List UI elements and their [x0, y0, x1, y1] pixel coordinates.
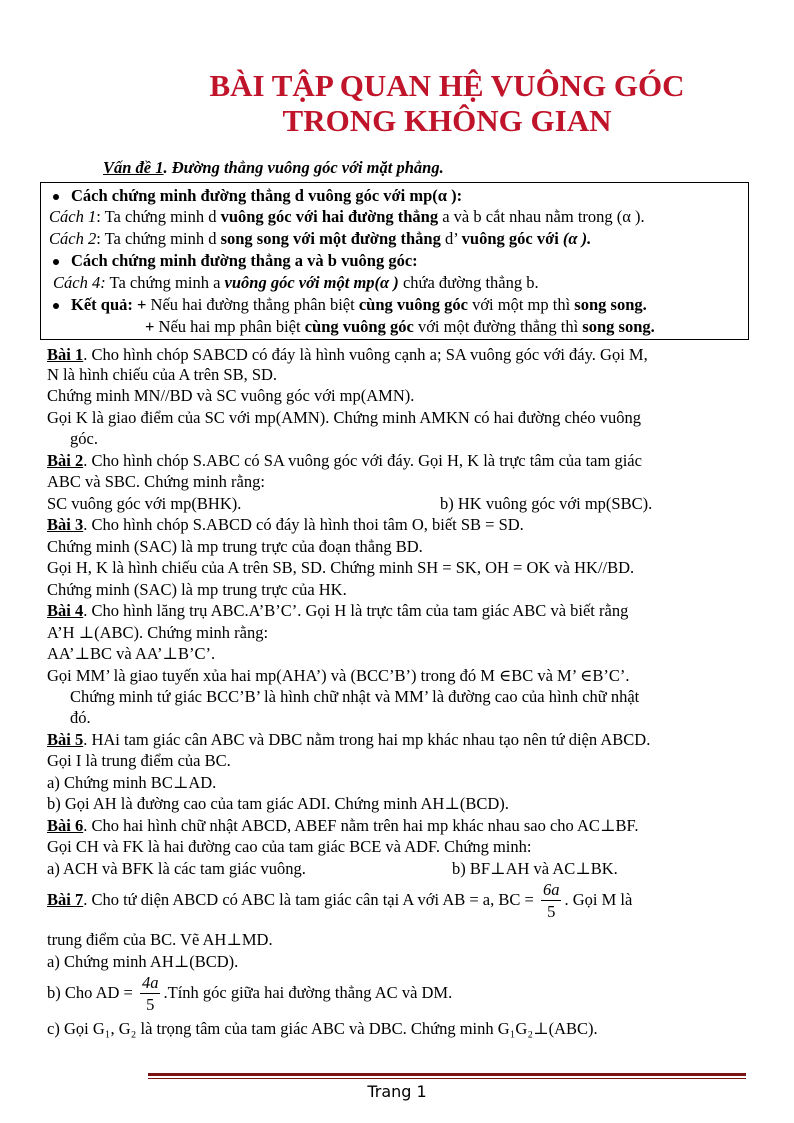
- bai7-line1: Bài 7. Cho tứ diện ABCD có ABC là tam giác cân tại A với AB = a, BC = $\frac{6a}{5}$ . Gọi M là: [47, 879, 633, 921]
- box-line-2: Cách 1: Ta chứng minh d vuông góc với hai đường thẳng a và b cắt nhau nằm trong (α ).: [49, 207, 645, 226]
- bai4-line4: Gọi MM’ là giao tuyến xủa hai mp(AHA’) và (BCC’B’) trong đó M ∈BC và M’ ∈B’C’.: [47, 666, 630, 685]
- box-line-6: Kết quả: + Nếu hai đường thẳng phân biệt cùng vuông góc với một mp thì song song.: [49, 295, 647, 315]
- box-line-7: + Nếu hai mp phân biệt cùng vuông góc với một đường thẳng thì song song.: [145, 317, 655, 336]
- bai4-line1: Bài 4. Cho hình lăng trụ ABC.A’B’C’. Gọi H là trực tâm của tam giác ABC và biết rằng: [47, 601, 629, 620]
- section-text: . Đường thẳng vuông góc với mặt phẳng.: [163, 158, 444, 177]
- bai7-line5: c) Gọi G₁, G₂ là trọng tâm của tam giác ABC và DBC. Chứng minh G₁G₂⊥(ABC).: [47, 1019, 598, 1038]
- bai4-line5: Chứng minh tứ giác BCC’B’ là hình chữ nhật và MM’ là đường cao của hình chữ nhật: [70, 687, 640, 706]
- bai3-line1: Bài 3. Cho hình chóp S.ABCD có đáy là hình thoi tâm O, biết SB = SD.: [47, 515, 524, 534]
- bai3-line2: Chứng minh (SAC) là mp trung trực của đoạn thẳng BD.: [47, 537, 423, 556]
- bai5-line4: b) Gọi AH là đường cao của tam giác ADI. Chứng minh AH⊥(BCD).: [47, 794, 509, 813]
- footer-rule: [148, 1073, 746, 1076]
- fraction-4a-5: $\frac{4a}{5}$: [141, 972, 159, 1014]
- bullet-icon: [53, 259, 59, 265]
- section-label: Vấn đề 1: [103, 158, 164, 177]
- bai4-line3: AA’⊥BC và AA’⊥B’C’.: [47, 644, 216, 663]
- bai4-line2: A’H ⊥(ABC). Chứng minh rằng:: [47, 623, 269, 642]
- box-line-3: Cách 2: Ta chứng minh d song song với một đường thẳng d’ vuông góc với (α ).: [49, 229, 592, 248]
- bai7-line2: trung điểm của BC. Vẽ AH⊥MD.: [47, 930, 273, 949]
- bullet-icon: [53, 194, 59, 200]
- bai6-line1: Bài 6. Cho hai hình chữ nhật ABCD, ABEF nằm trên hai mp khác nhau sao cho AC⊥BF.: [47, 816, 639, 835]
- bai1-line3: Chứng minh MN//BD và SC vuông góc với mp(AMN).: [47, 386, 415, 405]
- bai1-line4: Gọi K là giao điểm của SC với mp(AMN). Chứng minh AMKN có hai đường chéo vuông: [47, 408, 641, 427]
- page-number: Trang 1: [367, 1082, 427, 1101]
- bai2-line2: ABC và SBC. Chứng minh rằng:: [47, 472, 265, 491]
- bai2-line3b: b) HK vuông góc với mp(SBC).: [440, 494, 653, 513]
- exercise-label: Bài 2: [47, 451, 84, 470]
- bai1-line2: N là hình chiếu của A trên SB, SD.: [47, 365, 278, 384]
- bai1-line5: góc.: [70, 429, 98, 448]
- doc-title-line1: BÀI TẬP QUAN HỆ VUÔNG GÓC: [209, 68, 685, 103]
- section-heading: [103, 158, 444, 178]
- exercise-label: Bài 7: [47, 890, 84, 909]
- bai7-line3: a) Chứng minh AH⊥(BCD).: [47, 952, 239, 971]
- bai5-line2: Gọi I là trung điểm của BC.: [47, 751, 231, 770]
- bai3-line3: Gọi H, K là hình chiếu của A trên SB, SD. Chứng minh SH = SK, OH = OK và HK//BD.: [47, 558, 635, 577]
- exercise-label: Bài 5: [47, 730, 84, 749]
- bai6-line3a: a) ACH và BFK là các tam giác vuông.: [47, 859, 306, 878]
- bai5-line1: Bài 5. HAi tam giác cân ABC và DBC nằm trong hai mp khác nhau tạo nên tứ diện ABCD.: [47, 730, 651, 749]
- box-line-1: Cách chứng minh đường thẳng d vuông góc với mp(α ):: [49, 186, 462, 206]
- bai5-line3: a) Chứng minh BC⊥AD.: [47, 773, 217, 792]
- footer-rule-thin: [148, 1078, 746, 1079]
- exercise-label: Bài 6: [47, 816, 84, 835]
- exercise-label: Bài 3: [47, 515, 84, 534]
- exercise-label: Bài 1: [47, 345, 84, 364]
- bai2-line1: Bài 2. Cho hình chóp S.ABC có SA vuông góc với đáy. Gọi H, K là trực tâm của tam giác: [47, 451, 642, 470]
- method-box: [40, 182, 749, 340]
- bai2-line3a: SC vuông góc với mp(BHK).: [47, 494, 242, 513]
- box-line-4: Cách chứng minh đường thẳng a và b vuông góc:: [49, 251, 418, 271]
- box-line-5: Cách 4: Ta chứng minh a vuông góc với một mp(α ) chứa đường thẳng b.: [53, 273, 539, 292]
- bullet-icon: [53, 303, 59, 309]
- bai7-line4: b) Cho AD = $\frac{4a}{5}$ .Tính góc giữa hai đường thẳng AC và DM.: [47, 972, 453, 1014]
- bai6-line3b: b) BF⊥AH và AC⊥BK.: [452, 859, 618, 878]
- bai6-line2: Gọi CH và FK là hai đường cao của tam giác BCE và ADF. Chứng minh:: [47, 837, 532, 856]
- bai1-line1: Bài 1. Cho hình chóp SABCD có đáy là hình vuông cạnh a; SA vuông góc với đáy. Gọi M,: [47, 345, 648, 364]
- fraction-6a-5: $\frac{6a}{5}$: [542, 879, 560, 921]
- exercise-label: Bài 4: [47, 601, 84, 620]
- doc-title-line2: TRONG KHÔNG GIAN: [282, 103, 612, 138]
- bai4-line6: đó.: [70, 708, 91, 727]
- bai3-line4: Chứng minh (SAC) là mp trung trực của HK.: [47, 580, 347, 599]
